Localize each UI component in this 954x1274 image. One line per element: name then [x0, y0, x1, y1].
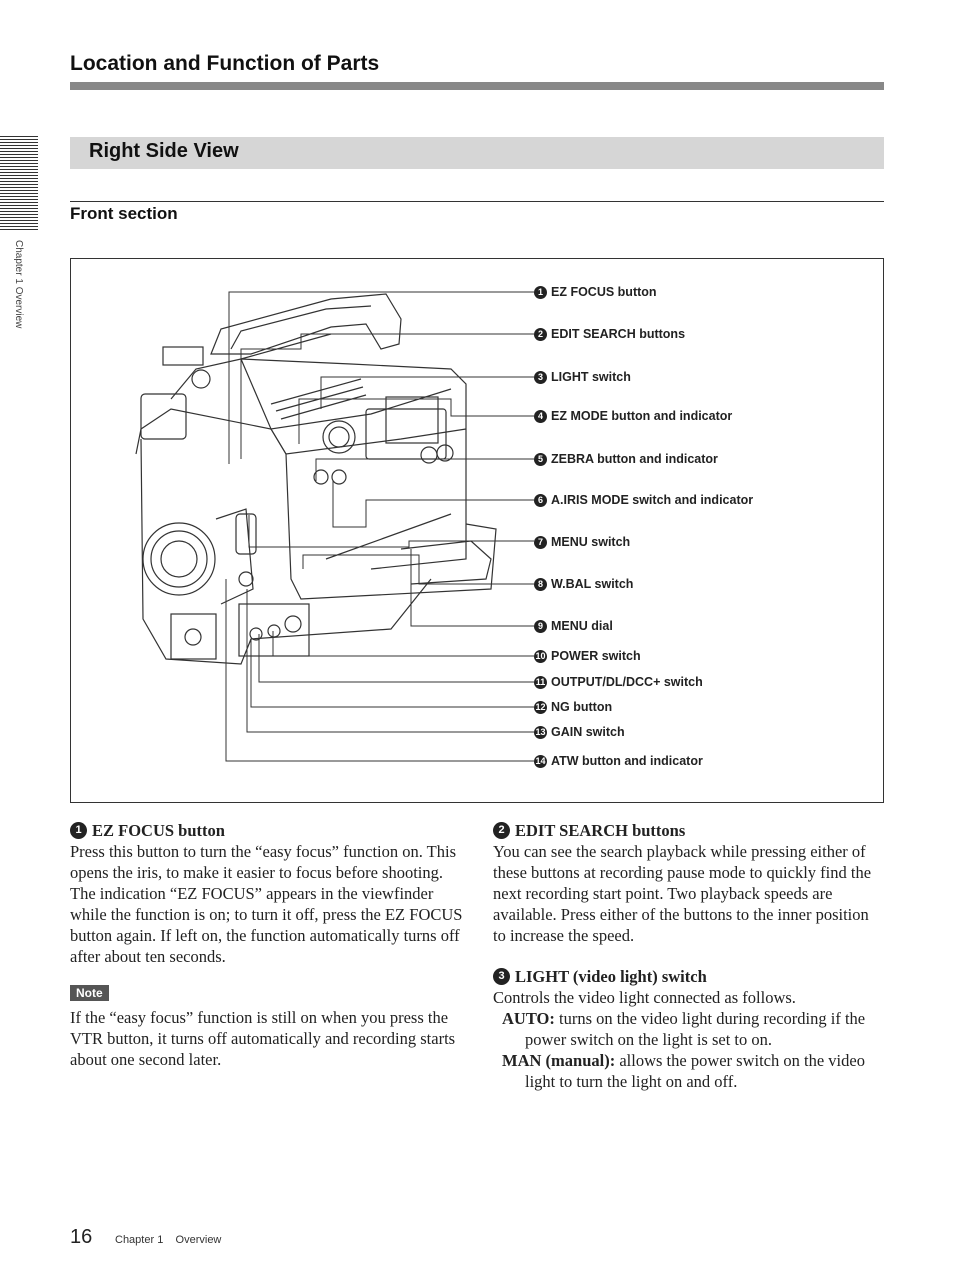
- callout-number: 12: [535, 702, 546, 712]
- callout-output-switch: [534, 674, 703, 690]
- callout-number: 13: [535, 727, 546, 737]
- ez-focus-description: Press this button to turn the “easy focus” function on. This opens the iris, to make it easier to focus before shooting. The indication “EZ FOCUS” appears in the viewfinder while the function is on; to turn it off, press the EZ FOCUS button again. If left on, the function automatically turns off after about ten seconds.: [70, 842, 463, 966]
- callout-gain-switch: [534, 724, 625, 740]
- callout-number: 9: [534, 620, 547, 633]
- callout-atw-button: [534, 753, 703, 769]
- item-number: 3: [493, 968, 510, 985]
- callout-w-bal: [534, 576, 633, 592]
- footer-chapter-label: Chapter 1 Overview: [115, 1234, 222, 1246]
- definition-text: allows the power switch on the video light to turn the light on and off.: [525, 1051, 865, 1091]
- callout-zebra: [534, 451, 718, 467]
- light-auto-definition: [493, 1008, 883, 1050]
- callout-label: POWER switch: [551, 649, 641, 663]
- item-number: 1: [70, 822, 87, 839]
- callout-label: MENU dial: [551, 619, 613, 633]
- definition-term: MAN (manual):: [502, 1051, 616, 1070]
- subsection-title: Front section: [70, 204, 178, 223]
- callout-menu-switch: [534, 534, 630, 550]
- chapter-tab-marker: [0, 136, 38, 232]
- callout-ez-focus: [534, 284, 657, 300]
- callout-label: A.IRIS MODE switch and indicator: [551, 493, 754, 507]
- callout-label: EZ FOCUS button: [551, 285, 657, 299]
- note-label: Note: [70, 985, 109, 1001]
- callout-number: 1: [534, 286, 547, 299]
- definition-text: turns on the video light during recording if the power switch on the light is set to on.: [525, 1009, 866, 1049]
- callout-power-switch: [534, 648, 641, 664]
- callout-number: 8: [534, 578, 547, 591]
- callout-number: 7: [534, 536, 547, 549]
- item-heading-light: [493, 966, 883, 987]
- definition-term: AUTO:: [502, 1009, 555, 1028]
- item-heading-ez-focus: [70, 820, 465, 841]
- subsection-rule: [70, 201, 884, 202]
- light-man-definition: [493, 1050, 883, 1092]
- callout-ez-mode: [534, 408, 732, 424]
- callout-light-switch: [534, 369, 631, 385]
- camera-illustration: [71, 259, 883, 802]
- item-title: LIGHT (video light) switch: [515, 967, 707, 986]
- callout-number: 14: [535, 756, 546, 766]
- callout-label: EDIT SEARCH buttons: [551, 327, 686, 341]
- item-number: 2: [493, 822, 510, 839]
- callout-label: ATW button and indicator: [551, 754, 703, 768]
- page-number: 16: [70, 1226, 93, 1248]
- callout-ng-button: [534, 699, 612, 715]
- callout-label: NG button: [551, 700, 613, 714]
- callout-label: OUTPUT/DL/DCC+ switch: [551, 675, 703, 689]
- callout-label: ZEBRA button and indicator: [551, 452, 718, 466]
- callout-number: 3: [534, 371, 547, 384]
- header-rule: [70, 82, 884, 90]
- section-title: Right Side View: [89, 140, 239, 162]
- callout-number: 6: [534, 494, 547, 507]
- item-heading-edit-search: [493, 820, 883, 841]
- item-title: EDIT SEARCH buttons: [515, 821, 686, 840]
- callout-label: W.BAL switch: [551, 577, 634, 591]
- camera-figure: [70, 258, 884, 803]
- page-title: Location and Function of Parts: [70, 52, 380, 75]
- callout-label: EZ MODE button and indicator: [551, 409, 733, 423]
- callout-a-iris-mode: [534, 492, 753, 508]
- callout-label: LIGHT switch: [551, 370, 631, 384]
- left-column: [70, 820, 465, 1070]
- note-text: If the “easy focus” function is still on when you press the VTR button, it turns off automatically and recording starts about one second later.: [70, 1008, 456, 1069]
- callout-label: MENU switch: [551, 535, 631, 549]
- callout-menu-dial: [534, 618, 613, 634]
- callout-number: 2: [534, 328, 547, 341]
- callout-number: 10: [535, 651, 546, 661]
- light-description: Controls the video light connected as follows.: [493, 988, 796, 1007]
- item-title: EZ FOCUS button: [92, 821, 225, 840]
- callout-number: 4: [534, 410, 547, 423]
- callout-edit-search: [534, 326, 685, 342]
- right-column: [493, 820, 883, 1092]
- callout-number: 11: [535, 677, 546, 687]
- callout-number: 5: [534, 453, 547, 466]
- chapter-side-label: Chapter 1 Overview: [13, 240, 24, 329]
- callout-label: GAIN switch: [551, 725, 625, 739]
- edit-search-description: You can see the search playback while pressing either of these buttons at recording pause mode to quickly find the next recording start point. Two playback speeds are available. Press either of the buttons to the inner position to increase the speed.: [493, 842, 872, 945]
